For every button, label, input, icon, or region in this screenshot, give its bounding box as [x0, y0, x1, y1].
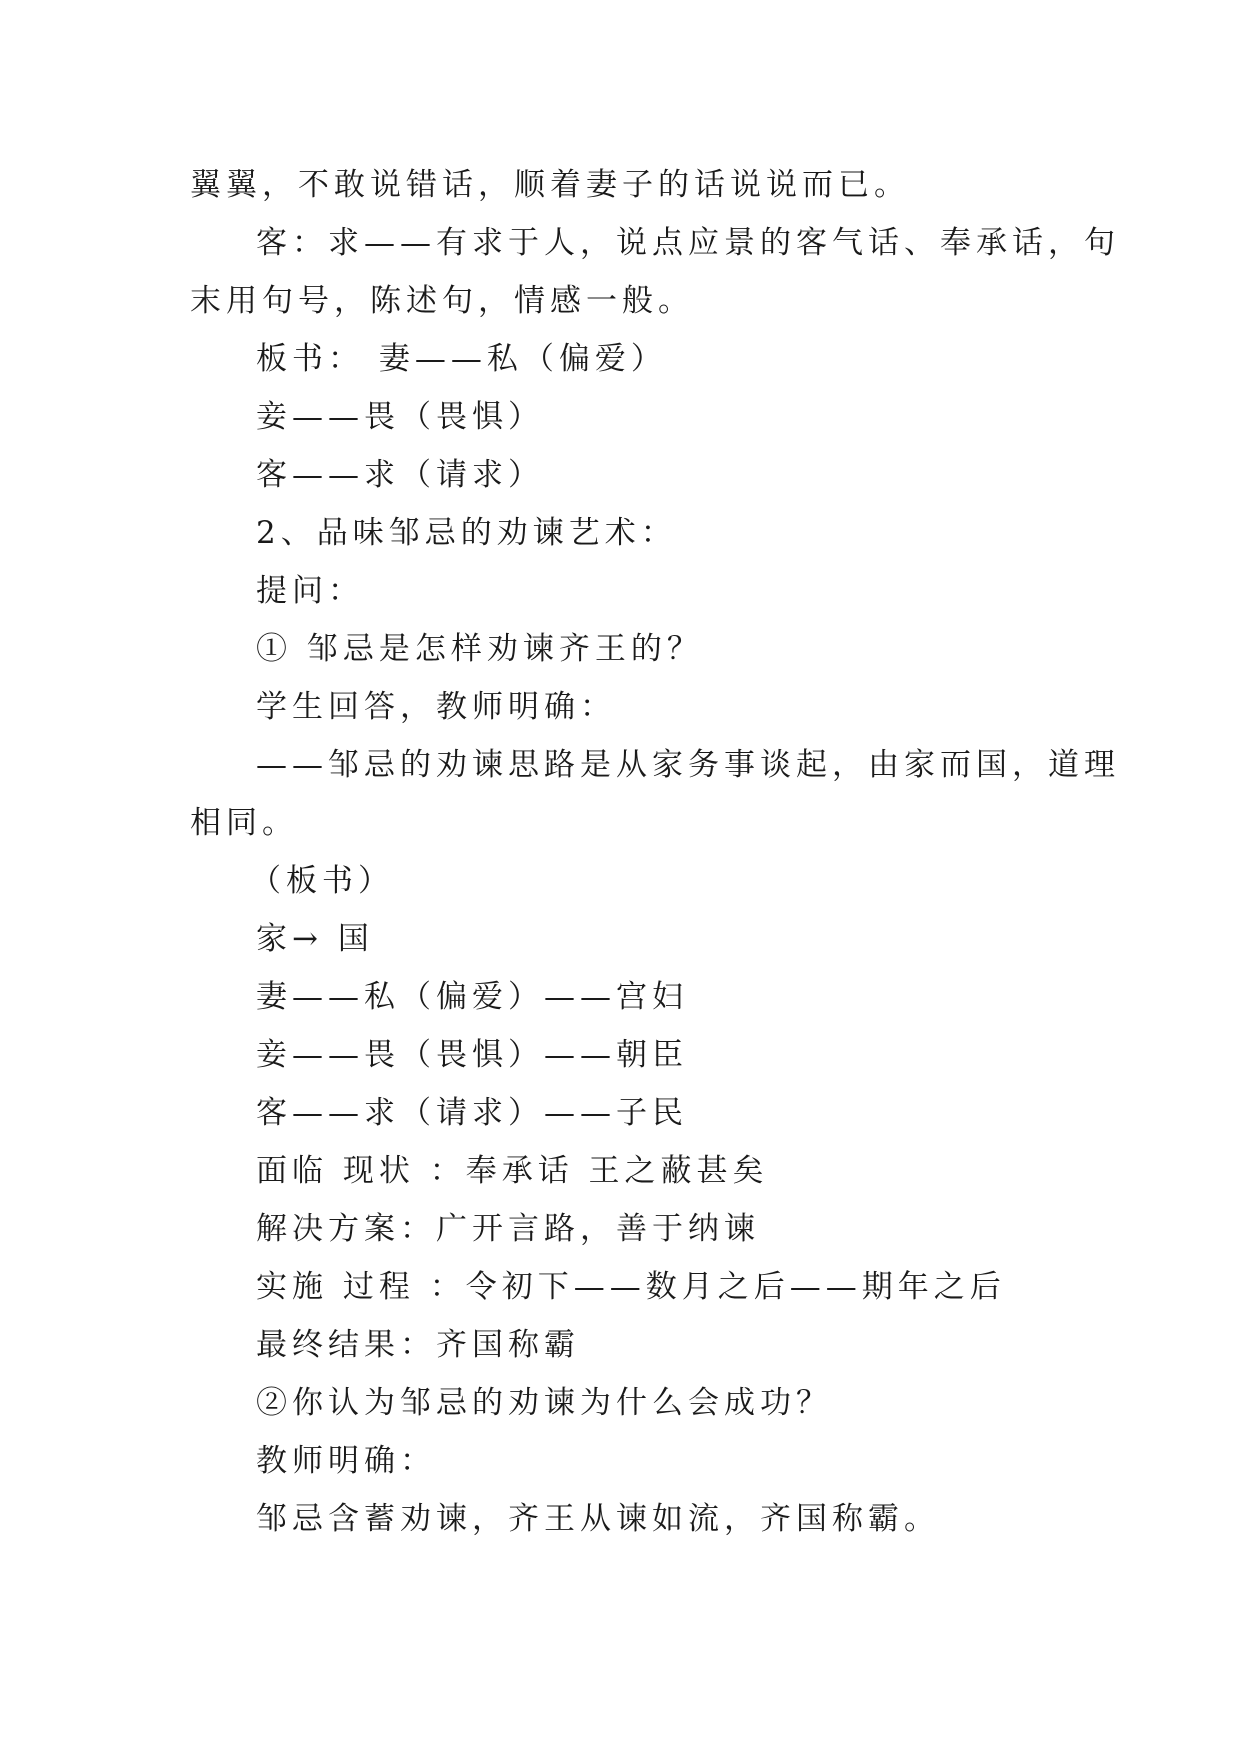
text-line: 教师明确： — [256, 1443, 436, 1479]
text-line: ②你认为邹忌的劝谏为什么会成功？ — [256, 1385, 832, 1421]
text-line: 妻——私（偏爱）——宫妇 — [256, 979, 688, 1015]
text-line: 家→ 国 — [256, 921, 374, 957]
text-line: 板书： 妻——私（偏爱） — [256, 341, 667, 377]
text-line: 邹忌含蓄劝谏，齐王从谏如流，齐国称霸。 — [256, 1501, 940, 1537]
text-line: 提问： — [256, 573, 364, 609]
text-line: ① 邹忌是怎样劝谏齐王的？ — [256, 631, 703, 667]
text-line: 实施 过程 ：令初下——数月之后——期年之后 — [256, 1269, 1006, 1305]
text-line: 2、品味邹忌的劝谏艺术： — [256, 515, 677, 551]
text-line: 客——求（请求） — [256, 457, 544, 493]
text-line: 解决方案：广开言路，善于纳谏 — [256, 1211, 760, 1247]
text-line: 面临 现状 ：奉承话 王之蔽甚矣 — [256, 1153, 769, 1189]
text-line: （板书） — [250, 863, 394, 899]
text-line: ——邹忌的劝谏思路是从家务事谈起，由家而国，道理 — [256, 747, 1120, 783]
text-line: 妾——畏（畏惧） — [256, 399, 544, 435]
text-line: 学生回答，教师明确： — [256, 689, 616, 725]
text-line: 末用句号，陈述句，情感一般。 — [190, 283, 694, 319]
text-line: 妾——畏（畏惧）——朝臣 — [256, 1037, 688, 1073]
text-line: 翼翼，不敢说错话，顺着妻子的话说说而已。 — [190, 167, 910, 203]
text-line: 相同。 — [190, 805, 298, 841]
text-line: 客——求（请求）——子民 — [256, 1095, 688, 1131]
text-line: 客：求——有求于人，说点应景的客气话、奉承话，句 — [256, 225, 1120, 261]
text-line: 最终结果：齐国称霸 — [256, 1327, 580, 1363]
